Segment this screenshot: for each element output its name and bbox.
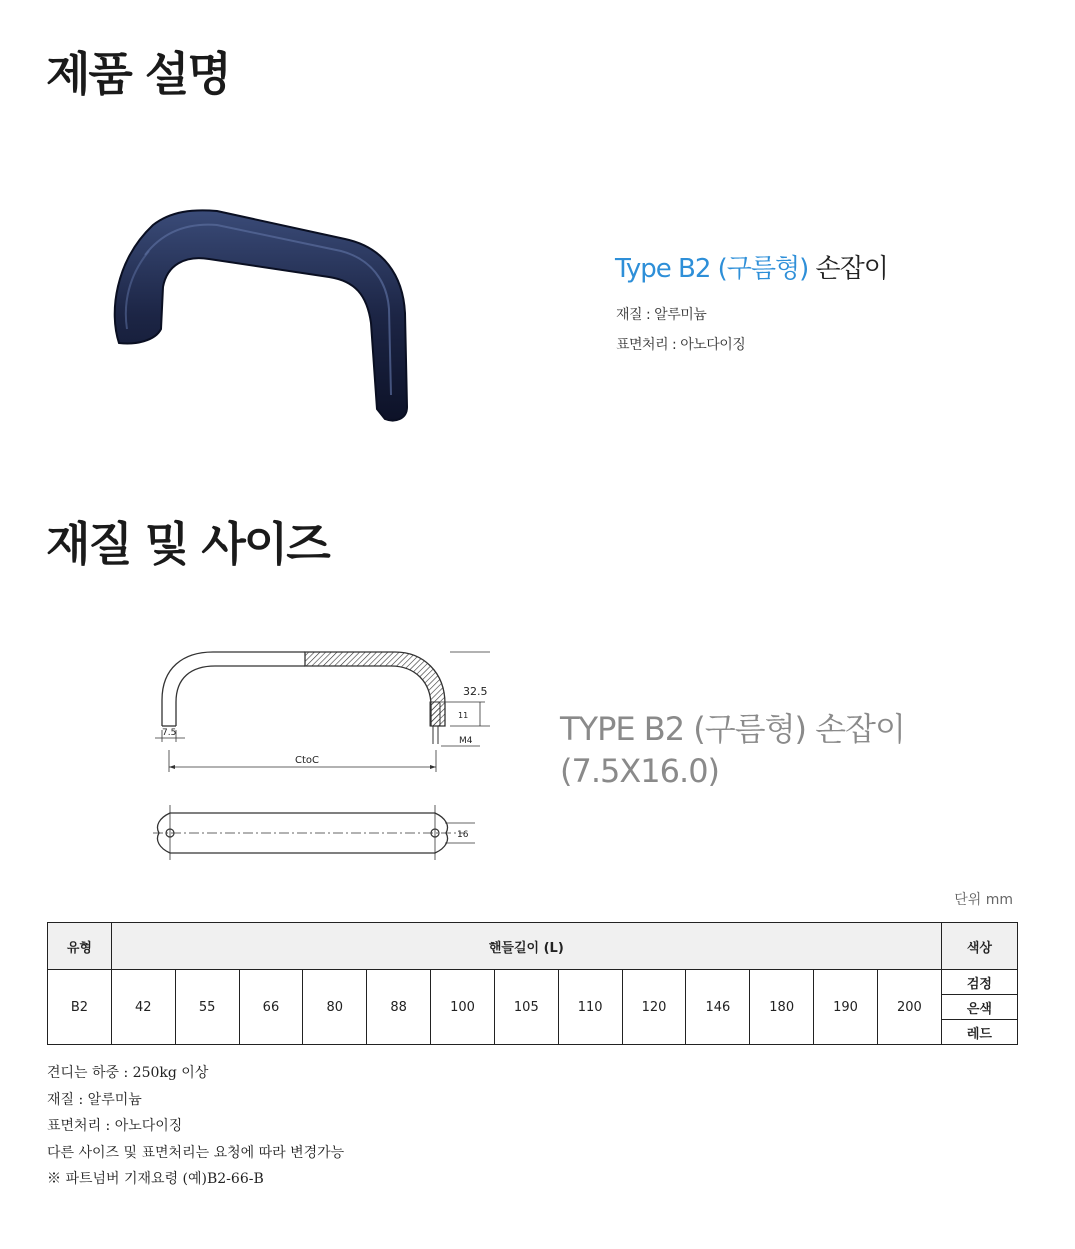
type-spec-line2: (7.5X16.0) (560, 752, 720, 790)
cell-length: 200 (877, 970, 941, 1045)
dim-m4: M4 (459, 736, 473, 746)
cell-length: 100 (431, 970, 495, 1045)
product-title (615, 248, 888, 285)
cell-color-silver: 은색 (941, 995, 1017, 1020)
cell-length: 88 (367, 970, 431, 1045)
header-length: 핸들길이 (L) (111, 923, 941, 970)
cell-length: 190 (814, 970, 878, 1045)
dim-ctoc: CtoC (295, 755, 320, 766)
product-name: 손잡이 (815, 254, 888, 284)
cell-length: 55 (175, 970, 239, 1045)
table-row (48, 970, 1018, 995)
table-header-row (48, 923, 1018, 970)
dim-7-5: 7.5 (162, 728, 177, 738)
dim-32-5: 32.5 (463, 685, 488, 698)
note-load: 견디는 하중 : 250kg 이상 (47, 1065, 209, 1081)
cell-length: 110 (558, 970, 622, 1045)
cell-length: 66 (239, 970, 303, 1045)
type-spec-heading (560, 708, 905, 792)
technical-drawing (145, 640, 490, 865)
product-surface: 표면처리 : 아노다이징 (616, 337, 746, 353)
type-spec-line1: TYPE B2 (구름형) 손잡이 (560, 710, 905, 748)
cell-color-red: 레드 (941, 1020, 1017, 1045)
size-table (47, 922, 1018, 1045)
header-type: 유형 (48, 923, 112, 970)
unit-label: 단위 mm (954, 892, 1013, 908)
cell-length: 105 (494, 970, 558, 1045)
dim-11: 11 (458, 711, 469, 720)
product-material: 재질 : 알루미늄 (616, 307, 707, 323)
handle-photo (105, 195, 425, 435)
cell-color-black: 검정 (941, 970, 1017, 995)
cell-length: 180 (750, 970, 814, 1045)
note-partnumber: ※ 파트넘버 기재요령 (예)B2-66-B (47, 1171, 264, 1187)
note-custom: 다른 사이즈 및 표면처리는 요청에 따라 변경가능 (47, 1144, 345, 1161)
cell-length: 120 (622, 970, 686, 1045)
section-title-material-size: 재질 및 사이즈 (46, 517, 329, 571)
note-material: 재질 : 알루미늄 (47, 1091, 142, 1108)
section-title-description: 제품 설명 (46, 47, 230, 101)
cell-length: 146 (686, 970, 750, 1045)
cell-type: B2 (48, 970, 112, 1045)
note-surface: 표면처리 : 아노다이징 (47, 1118, 183, 1134)
notes (47, 1060, 344, 1193)
cell-length: 42 (111, 970, 175, 1045)
product-type-label: Type B2 (구름형) (615, 254, 809, 284)
dim-16: 16 (457, 830, 469, 840)
header-color: 색상 (941, 923, 1017, 970)
cell-length: 80 (303, 970, 367, 1045)
